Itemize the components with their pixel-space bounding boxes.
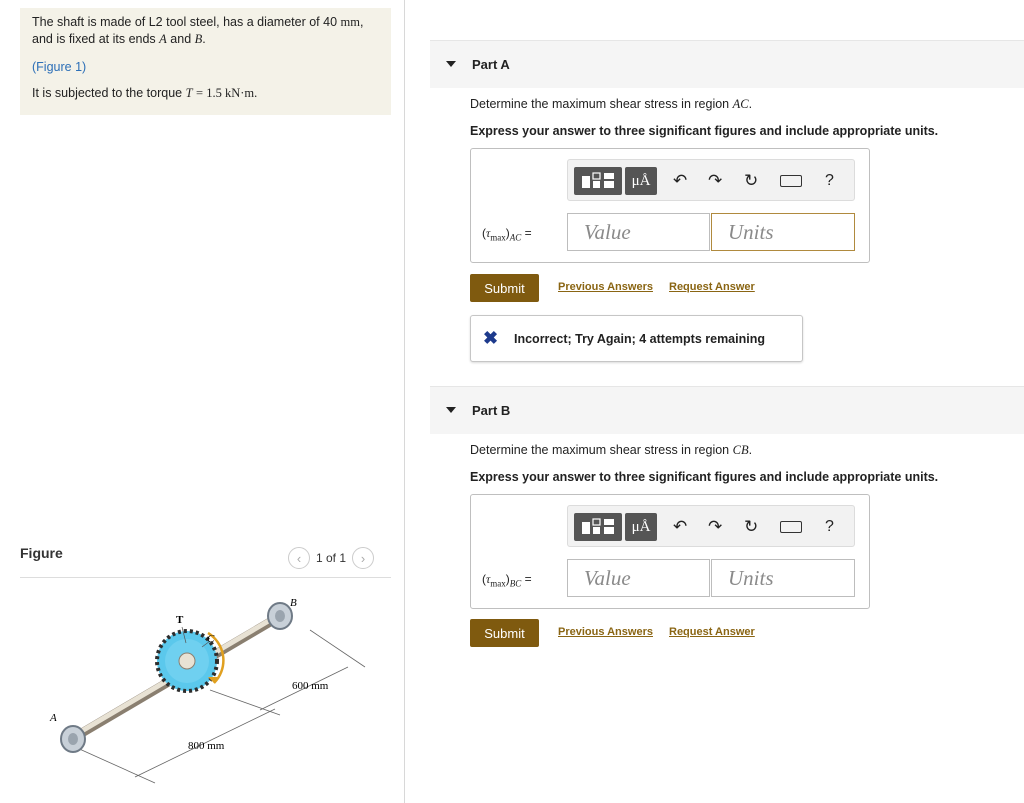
templates-icon[interactable] xyxy=(574,167,622,195)
chevron-right-icon[interactable]: › xyxy=(352,547,374,569)
problem-line-2: and is fixed at its ends A and B. xyxy=(32,32,206,46)
request-answer-link[interactable]: Request Answer xyxy=(669,281,755,293)
redo-icon[interactable]: ↷ xyxy=(708,171,723,190)
previous-answers-link[interactable]: Previous Answers xyxy=(558,281,653,293)
label-c: C xyxy=(207,633,215,645)
keyboard-icon[interactable] xyxy=(780,175,802,187)
collapse-triangle-icon[interactable] xyxy=(446,407,456,413)
chevron-left-icon[interactable]: ‹ xyxy=(288,547,310,569)
reset-icon[interactable]: ↻ xyxy=(744,171,759,190)
torque-statement: It is subjected to the torque T = 1.5 kN·m. xyxy=(32,86,258,100)
math-toolbar xyxy=(567,505,855,547)
value-input[interactable]: Value xyxy=(567,559,710,597)
part-a-prompt: Determine the maximum shear stress in region AC. xyxy=(470,97,753,111)
help-icon[interactable]: ? xyxy=(825,518,834,535)
previous-answers-link[interactable]: Previous Answers xyxy=(558,626,653,638)
figure-divider xyxy=(20,577,391,578)
math-toolbar xyxy=(567,159,855,201)
request-answer-link[interactable]: Request Answer xyxy=(669,626,755,638)
label-800mm: 800 mm xyxy=(188,740,225,752)
feedback-message: Incorrect; Try Again; 4 attempts remaining xyxy=(514,332,765,346)
figure-pager xyxy=(288,547,374,569)
tau-label-ac: $(\tau_{max})_{AC}$ = xyxy=(482,226,532,243)
part-b-instruction: Express your answer to three significant figures and include appropriate units. xyxy=(470,470,939,484)
part-b-header[interactable] xyxy=(430,386,1024,434)
part-b-prompt: Determine the maximum shear stress in region CB. xyxy=(470,443,753,457)
part-a-label: Part A xyxy=(472,57,510,72)
part-a-instruction: Express your answer to three significant figures and include appropriate units. xyxy=(470,124,939,138)
keyboard-icon[interactable] xyxy=(780,521,802,533)
help-icon[interactable]: ? xyxy=(825,172,834,189)
redo-icon[interactable]: ↷ xyxy=(708,517,723,536)
units-icon[interactable]: μÅ xyxy=(625,513,657,541)
problem-statement xyxy=(20,8,391,115)
label-a: A xyxy=(50,712,57,724)
shaft-figure xyxy=(30,585,400,800)
part-a-header[interactable] xyxy=(430,40,1024,88)
units-input[interactable]: Units xyxy=(711,559,855,597)
incorrect-x-icon: ✖ xyxy=(483,328,499,348)
tau-label-bc: $(\tau_{max})_{BC}$ = xyxy=(482,572,532,589)
reset-icon[interactable]: ↻ xyxy=(744,517,759,536)
submit-button[interactable]: Submit xyxy=(470,274,539,302)
panel-divider xyxy=(404,0,405,803)
units-input[interactable]: Units xyxy=(711,213,855,251)
templates-icon[interactable] xyxy=(574,513,622,541)
part-b-answer-box xyxy=(470,494,870,609)
submit-button[interactable]: Submit xyxy=(470,619,539,647)
undo-icon[interactable]: ↶ xyxy=(673,517,688,536)
units-icon[interactable]: μÅ xyxy=(625,167,657,195)
label-600mm: 600 mm xyxy=(292,680,329,692)
undo-icon[interactable]: ↶ xyxy=(673,171,688,190)
feedback-box xyxy=(470,315,803,362)
label-t: T xyxy=(176,614,184,626)
pager-text: 1 of 1 xyxy=(316,551,347,565)
label-b: B xyxy=(290,597,297,609)
part-a-answer-box xyxy=(470,148,870,263)
collapse-triangle-icon[interactable] xyxy=(446,61,456,67)
figure-title: Figure xyxy=(20,545,63,561)
problem-line-1: The shaft is made of L2 tool steel, has a diameter of 40 mm, xyxy=(32,15,364,29)
part-b-label: Part B xyxy=(472,403,511,418)
figure-link[interactable]: (Figure 1) xyxy=(32,60,87,74)
value-input[interactable]: Value xyxy=(567,213,710,251)
